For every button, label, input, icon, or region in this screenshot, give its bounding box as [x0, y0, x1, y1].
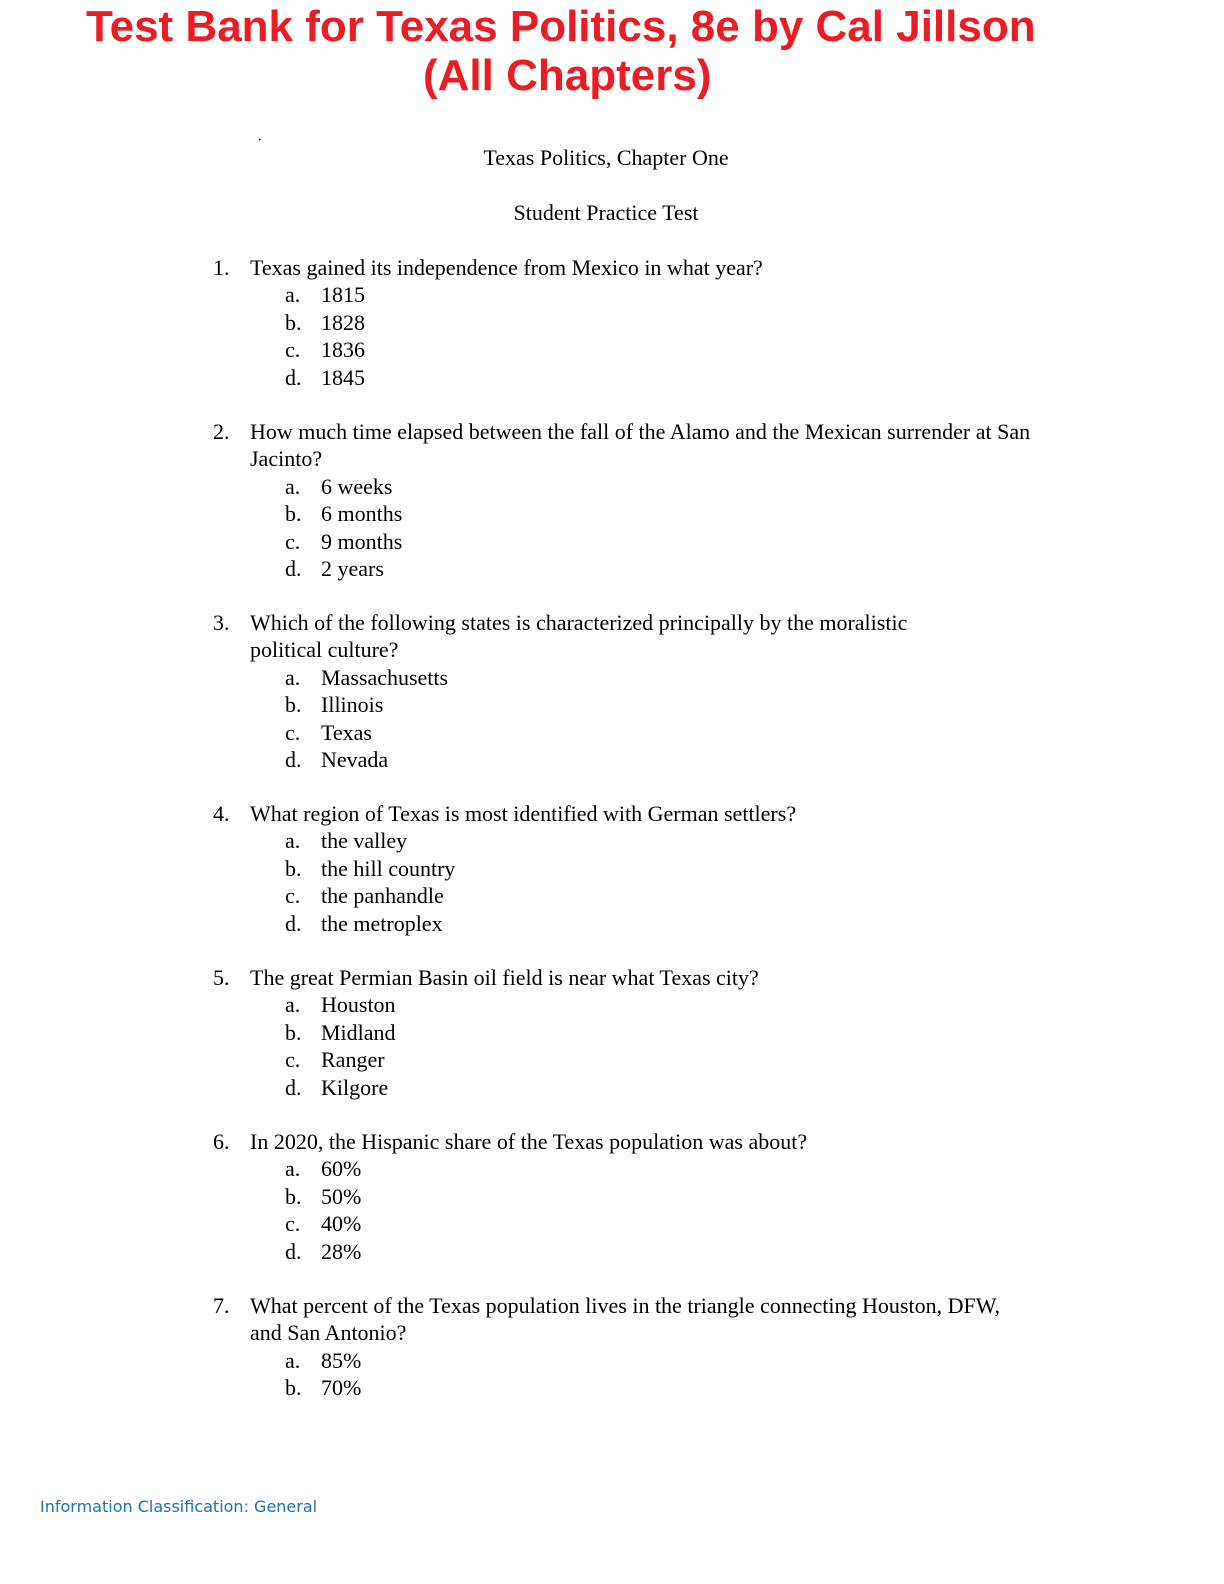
- question-text: What region of Texas is most identified with German settlers?: [250, 801, 797, 826]
- question-6: [213, 1128, 1043, 1265]
- option-letter: d.: [285, 555, 302, 581]
- option-text: Nevada: [321, 746, 389, 772]
- option-text: 1845: [321, 364, 365, 390]
- option-text: 70%: [321, 1375, 362, 1401]
- option-letter: a.: [285, 473, 301, 499]
- option-letter: b.: [285, 501, 302, 527]
- option-text: 6 months: [321, 501, 403, 527]
- question-number: 6.: [213, 1129, 230, 1154]
- option-letter: d.: [285, 746, 302, 772]
- option-text: Illinois: [321, 692, 384, 718]
- option-letter: a.: [285, 992, 301, 1018]
- option-text: the valley: [321, 828, 408, 854]
- stray-dot-mark: ·: [257, 132, 263, 149]
- option-letter: d.: [285, 1238, 302, 1264]
- option-letter: c.: [285, 528, 301, 554]
- option-letter: a.: [285, 1347, 301, 1373]
- question-5: [213, 964, 1043, 1101]
- option-text: Massachusetts: [321, 664, 449, 690]
- option-letter: b.: [285, 1375, 302, 1401]
- option-letter: c.: [285, 883, 301, 909]
- answer-option: [213, 827, 1043, 854]
- answer-option: [213, 555, 1043, 582]
- banner-title-line-2: (All Chapters): [423, 51, 712, 100]
- option-text: 40%: [321, 1211, 362, 1237]
- option-text: Midland: [321, 1019, 396, 1045]
- answer-option: [213, 719, 1043, 746]
- option-letter: b.: [285, 1019, 302, 1045]
- answer-option: [213, 1074, 1043, 1101]
- answer-option: [213, 1183, 1043, 1210]
- option-text: 1836: [321, 337, 365, 363]
- answer-option: [213, 1155, 1043, 1182]
- question-number: 3.: [213, 610, 230, 635]
- question-text: How much time elapsed between the fall of the Alamo and the Mexican surrender at San Jacinto?: [250, 419, 1031, 472]
- option-letter: b.: [285, 855, 302, 881]
- option-letter: a.: [285, 664, 301, 690]
- option-letter: c.: [285, 719, 301, 745]
- question-text: The great Permian Basin oil field is near what Texas city?: [250, 965, 759, 990]
- answer-option: [213, 309, 1043, 336]
- option-text: Houston: [321, 992, 396, 1018]
- option-text: 1815: [321, 282, 365, 308]
- information-classification-footer: Information Classification: General: [40, 1497, 318, 1516]
- option-text: 50%: [321, 1183, 362, 1209]
- option-letter: d.: [285, 910, 302, 936]
- answer-option: [213, 1347, 1043, 1374]
- option-letter: a.: [285, 282, 301, 308]
- answer-option: [213, 336, 1043, 363]
- option-text: 1828: [321, 309, 365, 335]
- answer-option: [213, 281, 1043, 308]
- option-letter: b.: [285, 692, 302, 718]
- option-text: the hill country: [321, 855, 456, 881]
- question-2: [213, 418, 1043, 582]
- option-text: 2 years: [321, 555, 384, 581]
- question-number: 2.: [213, 419, 230, 444]
- option-text: 85%: [321, 1347, 362, 1373]
- answer-option: [213, 473, 1043, 500]
- question-number: 4.: [213, 801, 230, 826]
- option-letter: c.: [285, 1211, 301, 1237]
- answer-option: [213, 691, 1043, 718]
- option-text: 60%: [321, 1156, 362, 1182]
- option-letter: d.: [285, 1074, 302, 1100]
- question-4: [213, 800, 1043, 937]
- option-text: Kilgore: [321, 1074, 389, 1100]
- answer-option: [213, 664, 1043, 691]
- option-text: 28%: [321, 1238, 362, 1264]
- option-letter: a.: [285, 1156, 301, 1182]
- answer-option: [213, 991, 1043, 1018]
- option-letter: b.: [285, 1183, 302, 1209]
- option-text: 9 months: [321, 528, 403, 554]
- question-text: Texas gained its independence from Mexico in what year?: [250, 255, 763, 280]
- answer-option: [213, 910, 1043, 937]
- answer-option: [213, 882, 1043, 909]
- option-letter: c.: [285, 1047, 301, 1073]
- chapter-title: Texas Politics, Chapter One: [483, 145, 729, 170]
- answer-option: [213, 855, 1043, 882]
- banner-title-line-1: Test Bank for Texas Politics, 8e by Cal Jillson: [86, 2, 1036, 51]
- option-letter: d.: [285, 364, 302, 390]
- option-text: 6 weeks: [321, 473, 393, 499]
- answer-option: [213, 746, 1043, 773]
- answer-option: [213, 1046, 1043, 1073]
- option-letter: a.: [285, 828, 301, 854]
- question-3: [213, 609, 1043, 773]
- answer-option: [213, 364, 1043, 391]
- option-text: the panhandle: [321, 883, 444, 909]
- question-text: What percent of the Texas population lives in the triangle connecting Houston, DFW, and San Antonio?: [250, 1293, 1000, 1346]
- answer-option: [213, 528, 1043, 555]
- answer-option: [213, 1238, 1043, 1265]
- answer-option: [213, 500, 1043, 527]
- question-number: 7.: [213, 1293, 230, 1318]
- question-number: 5.: [213, 965, 230, 990]
- option-letter: b.: [285, 309, 302, 335]
- answer-option: [213, 1374, 1043, 1401]
- question-1: [213, 254, 1043, 391]
- question-text: In 2020, the Hispanic share of the Texas population was about?: [250, 1129, 808, 1154]
- answer-option: [213, 1210, 1043, 1237]
- option-text: Ranger: [321, 1047, 385, 1073]
- option-text: Texas: [321, 719, 372, 745]
- practice-test-title: Student Practice Test: [513, 200, 699, 225]
- question-7: [213, 1292, 1043, 1402]
- question-text: Which of the following states is characterized principally by the moralistic political culture?: [250, 610, 908, 663]
- option-letter: c.: [285, 337, 301, 363]
- answer-option: [213, 1019, 1043, 1046]
- option-text: the metroplex: [321, 910, 443, 936]
- question-number: 1.: [213, 255, 230, 280]
